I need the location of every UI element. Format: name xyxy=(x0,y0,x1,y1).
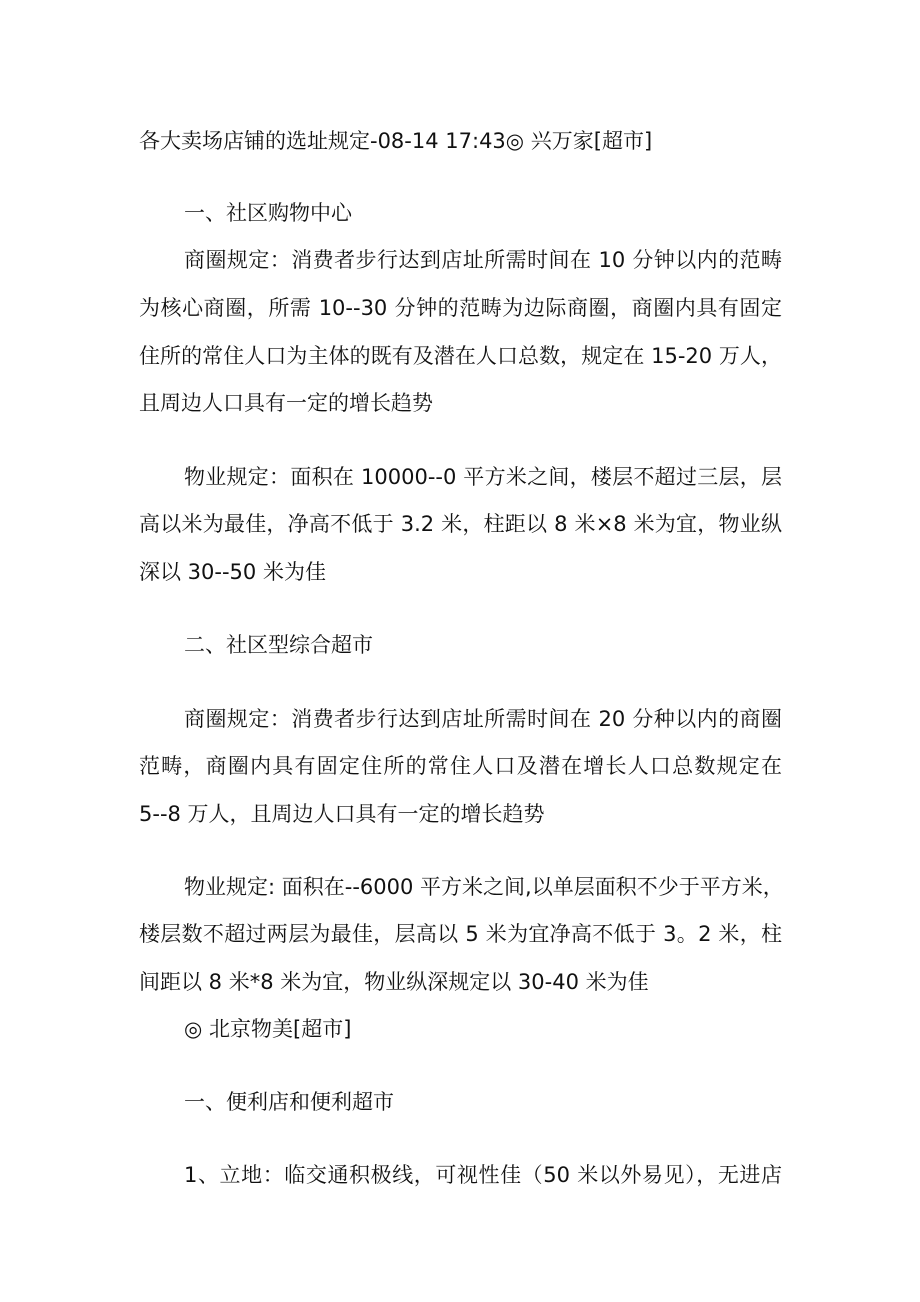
section-heading: 一、社区购物中心 xyxy=(184,201,352,225)
paragraph-line: 间距以 8 米*8 米为宜，物业纵深规定以 30-40 米为佳 xyxy=(139,970,649,994)
paragraph-line: 商圈规定：消费者步行达到店址所需时间在 20 分种以内的商圈 xyxy=(184,707,782,731)
paragraph-line: 5--8 万人，且周边人口具有一定的增长趋势 xyxy=(139,802,545,826)
section-heading: 二、社区型综合超市 xyxy=(184,633,373,657)
paragraph-line: 1、立地：临交通积极线，可视性佳（50 米以外易见），无进店 xyxy=(184,1163,782,1187)
paragraph-line: 物业规定: 面积在--6000 平方米之间,以单层面积不少于平方米， xyxy=(184,875,784,899)
section-heading: 一、便利店和便利超市 xyxy=(184,1090,394,1114)
wumart-heading: ◎ 北京物美[超市] xyxy=(184,1017,352,1041)
paragraph-line: 深以 30--50 米为佳 xyxy=(139,560,326,584)
paragraph-line: 且周边人口具有一定的增长趋势 xyxy=(139,391,433,415)
paragraph-line: 物业规定：面积在 10000--0 平方米之间，楼层不超过三层，层 xyxy=(184,465,782,489)
paragraph-line: 高以米为最佳，净高不低于 3.2 米，柱距以 8 米×8 米为宜，物业纵 xyxy=(139,512,782,536)
paragraph-line: 范畴，商圈内具有固定住所的常住人口及潜在增长人口总数规定在 xyxy=(139,754,782,778)
document-title: 各大卖场店铺的选址规定-08-14 17:43◎ 兴万家[超市] xyxy=(139,129,653,153)
paragraph-line: 住所的常住人口为主体的既有及潜在人口总数，规定在 15-20 万人， xyxy=(139,344,782,368)
paragraph-line: 为核心商圈，所需 10--30 分钟的范畴为边际商圈，商圈内具有固定 xyxy=(139,296,782,320)
paragraph-line: 楼层数不超过两层为最佳，层高以 5 米为宜净高不低于 3。2 米，柱 xyxy=(139,922,782,946)
paragraph-line: 商圈规定：消费者步行达到店址所需时间在 10 分钟以内的范畴 xyxy=(184,248,782,272)
